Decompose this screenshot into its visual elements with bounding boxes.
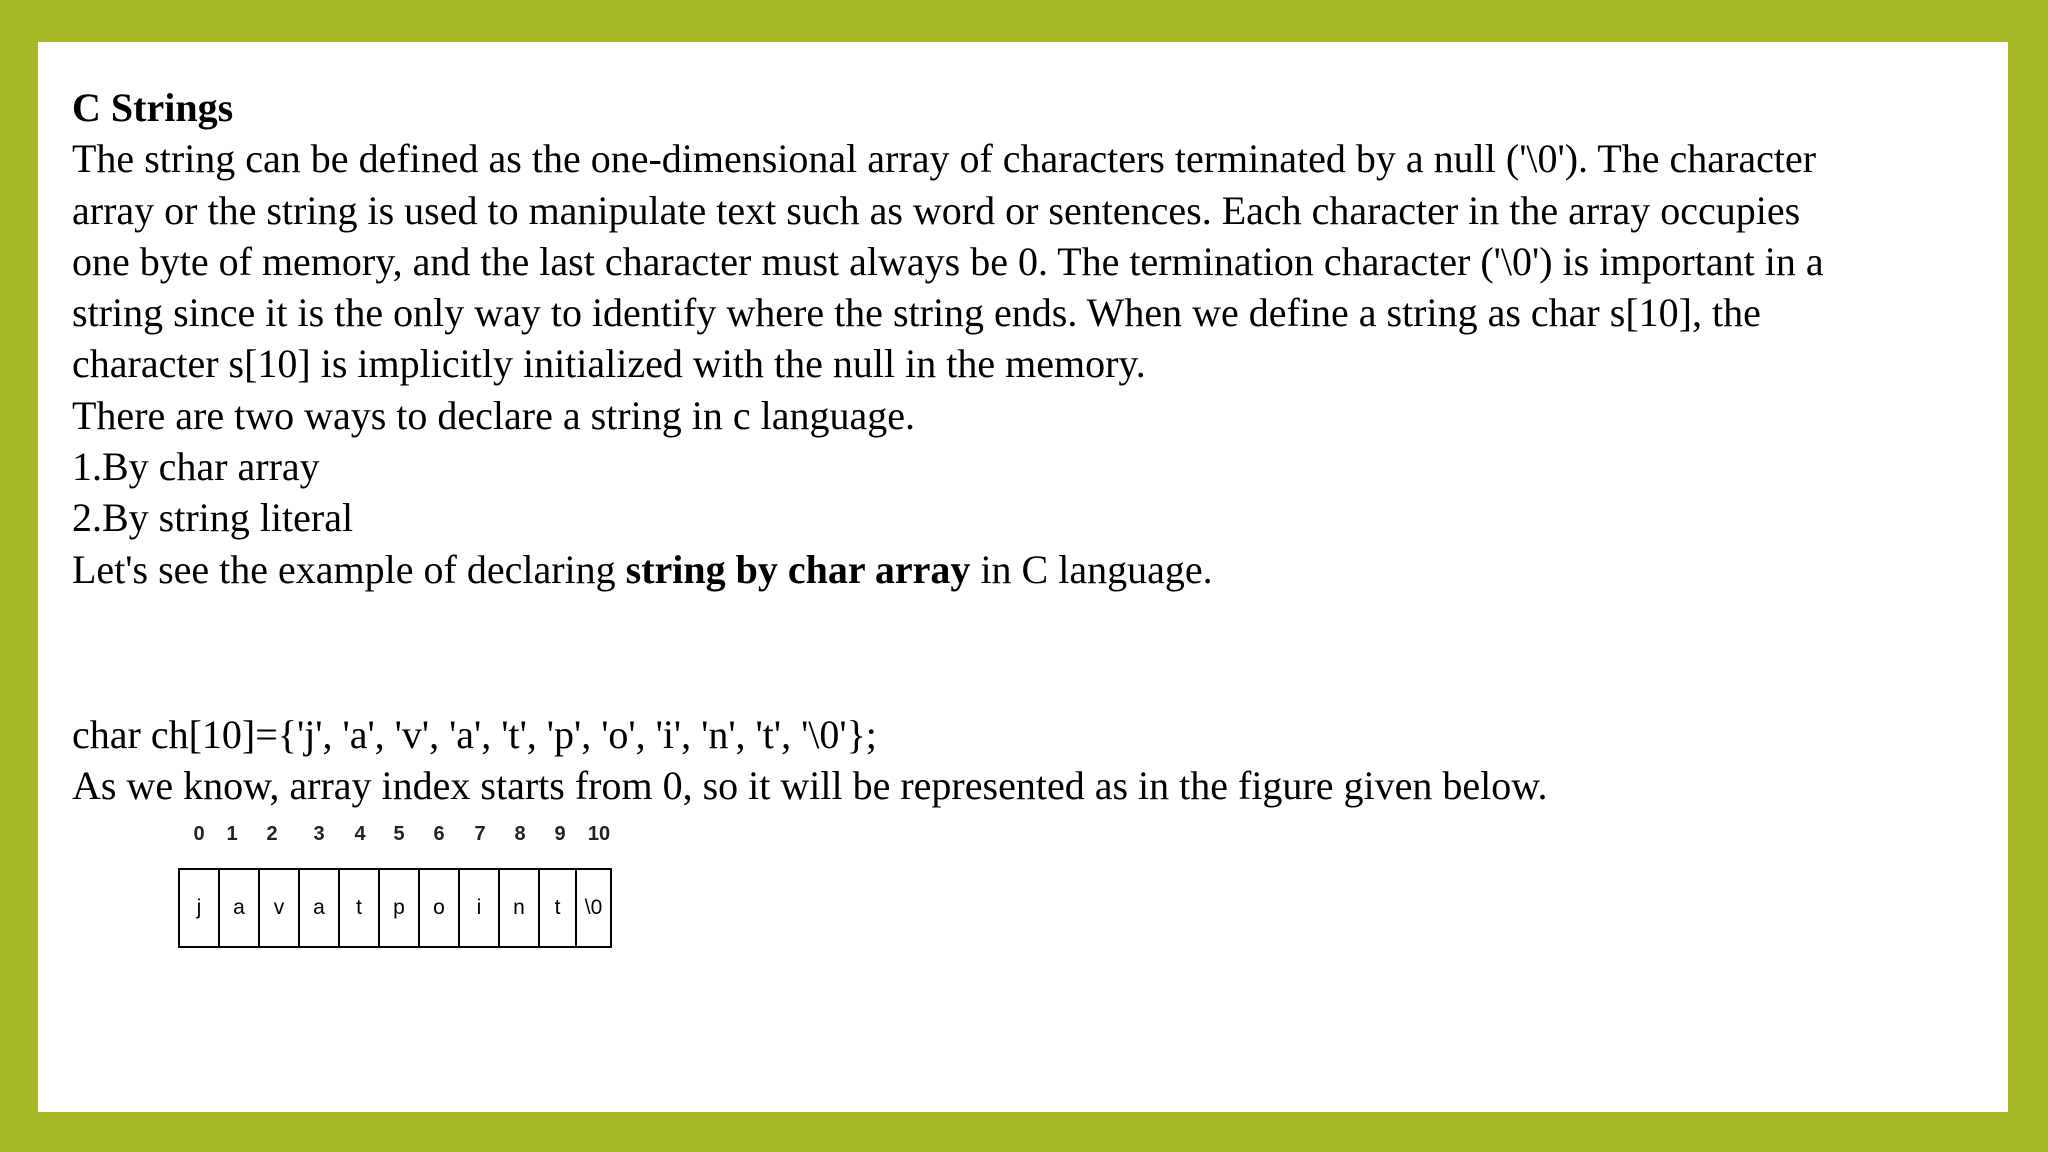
example-suffix: in C language. — [970, 546, 1213, 592]
array-cell: n — [498, 868, 540, 948]
example-bold: string by char array — [625, 546, 971, 592]
array-cell: o — [418, 868, 460, 948]
paragraph-line: array or the string is used to manipulate text such as word or sentences. Each character in the array occupies — [72, 187, 1801, 233]
explanation-line: As we know, array index starts from 0, so it will be represented as in the figure given below. — [72, 763, 1548, 809]
paragraph-line: string since it is the only way to identify where the string ends. When we define a string as char s[10], the — [72, 290, 1761, 336]
array-cell: \0 — [575, 868, 612, 948]
ways-intro: There are two ways to declare a string in c language. — [72, 392, 915, 438]
page-title: C Strings — [72, 85, 234, 130]
code-line: char ch[10]={'j', 'a', 'v', 'a', 't', 'p', 'o', 'i', 'n', 't', '\0'}; — [72, 712, 877, 757]
paragraph-line: one byte of memory, and the last character must always be 0. The termination character ('\0') is important in a — [72, 238, 1824, 284]
array-cell: a — [218, 868, 260, 948]
array-index-label: 4 — [354, 823, 366, 845]
array-index-label: 9 — [554, 823, 566, 845]
array-index-label: 3 — [313, 823, 325, 845]
array-index-label: 5 — [393, 823, 405, 845]
code-block — [72, 709, 1992, 812]
array-cell: j — [178, 868, 220, 948]
text-block — [72, 82, 1992, 595]
array-cell: t — [338, 868, 380, 948]
array-index-label: 2 — [266, 823, 278, 845]
slide-content — [38, 42, 2008, 1112]
example-sentence — [72, 544, 1992, 595]
array-index-label: 8 — [514, 823, 526, 845]
array-index-label: 0 — [193, 823, 205, 845]
array-index-label: 6 — [433, 823, 445, 845]
paragraph-line: The string can be defined as the one-dimensional array of characters terminated by a null ('\0'). The character — [72, 136, 1817, 182]
array-cell: i — [458, 868, 500, 948]
array-index-label: 7 — [474, 823, 486, 845]
example-prefix: Let's see the example of declaring — [72, 546, 626, 592]
array-cell: t — [538, 868, 577, 948]
list-item: 1.By char array — [72, 444, 320, 490]
array-index-label: 1 — [226, 823, 238, 845]
array-index-label: 10 — [587, 823, 611, 845]
list-item: 2.By string literal — [72, 495, 354, 541]
array-cell: v — [258, 868, 300, 948]
array-cell: p — [378, 868, 420, 948]
paragraph-line: character s[10] is implicitly initialized with the null in the memory. — [72, 341, 1146, 387]
array-cell: a — [298, 868, 340, 948]
